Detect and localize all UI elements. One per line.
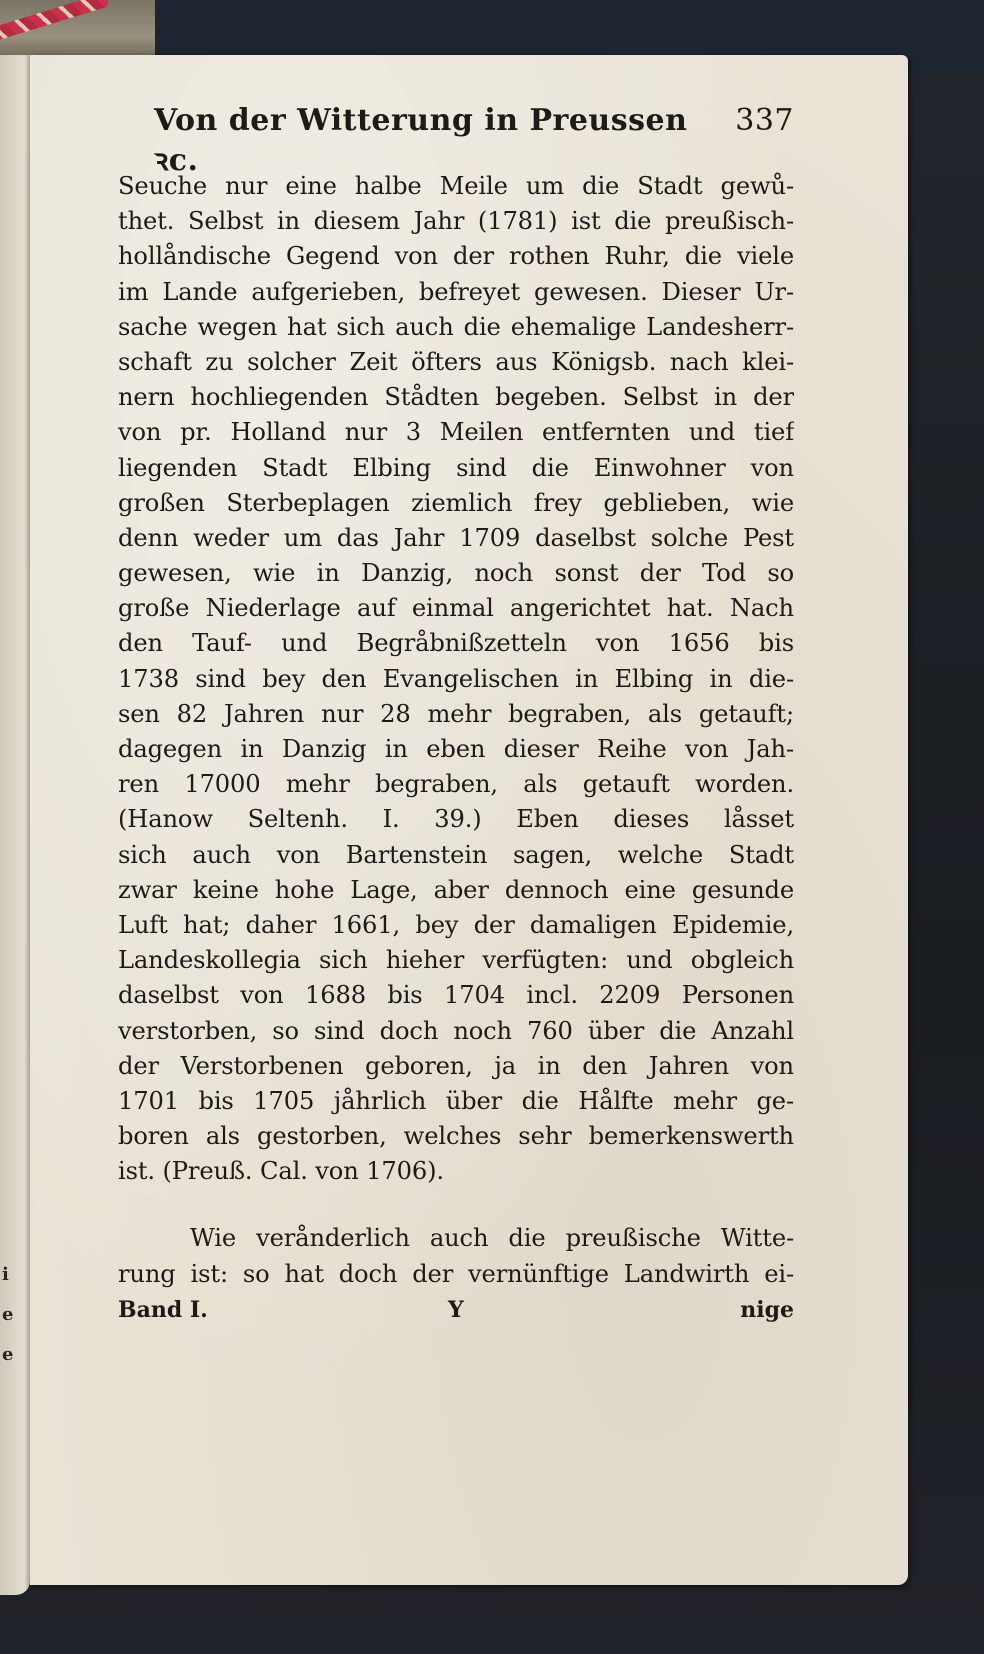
- text-line: rung ist: so hat doch der vernünftige Landwirth ei-: [118, 1259, 794, 1288]
- fragment: e: [2, 1344, 14, 1365]
- text-line: Luft hat; daher 1661, bey der damaligen Epidemie,: [118, 910, 794, 939]
- facing-page-fragments: [2, 1255, 26, 1455]
- text-line: 1738 sind bey den Evangelischen in Elbing in die-: [118, 664, 794, 693]
- text-line: Seuche nur eine halbe Meile um die Stadt gewů-: [118, 172, 794, 200]
- text-line: große Niederlage auf einmal angerichtet hat. Nach: [118, 594, 794, 623]
- fragment: i: [2, 1264, 9, 1285]
- running-head: [118, 103, 794, 178]
- text-line: von pr. Holland nur 3 Meilen entfernten und tief: [118, 418, 794, 447]
- text-block: [118, 103, 794, 1328]
- text-line: ren 17000 mehr begraben, als getauft worden.: [118, 770, 794, 799]
- running-head-title: Von der Witterung in Preussen ꝛc.: [154, 103, 688, 178]
- text-line: der Verstorbenen geboren, ja in den Jahren von: [118, 1051, 794, 1080]
- text-line: ist. (Preuß. Cal. von 1706).: [118, 1157, 444, 1186]
- text-line: im Lande aufgerieben, befreyet gewesen. Dieser Ur-: [118, 277, 794, 306]
- text-line: zwar keine hohe Lage, aber dennoch eine gesunde: [118, 875, 794, 904]
- paragraph-1: [118, 169, 794, 1189]
- page-number: 337: [735, 103, 794, 138]
- text-line: nern hochliegenden Stådten begeben. Selbst in der: [118, 383, 794, 412]
- text-line: sen 82 Jahren nur 28 mehr begraben, als getauft;: [118, 699, 794, 728]
- text-line: gewesen, wie in Danzig, noch sonst der Tod so: [118, 559, 794, 588]
- text-line: denn weder um das Jahr 1709 daselbst solche Pest: [118, 523, 794, 552]
- text-line: Wie verånderlich auch die preußische Witte-: [190, 1224, 794, 1253]
- fragment: e: [2, 1304, 14, 1325]
- text-line: 1701 bis 1705 jåhrlich über die Hålfte mehr ge-: [118, 1086, 794, 1115]
- page-footer: [118, 1292, 794, 1328]
- text-line: hollåndische Gegend von der rothen Ruhr, die viele: [118, 242, 794, 271]
- text-line: liegenden Stadt Elbing sind die Einwohner von: [118, 453, 794, 482]
- text-line: daselbst von 1688 bis 1704 incl. 2209 Personen: [118, 981, 794, 1010]
- sheet-signature-mark: Y: [448, 1296, 464, 1323]
- text-line: schaft zu solcher Zeit öfters aus Königsb. nach klei-: [118, 347, 794, 376]
- facing-page-edge: [0, 55, 30, 1595]
- paragraph-gap: [118, 1189, 794, 1221]
- text-line: verstorben, so sind doch noch 760 über die Anzahl: [118, 1016, 794, 1045]
- text-line: thet. Selbst in diesem Jahr (1781) ist die preußisch-: [118, 207, 794, 236]
- text-line: (Hanow Seltenh. I. 39.) Eben dieses låsset: [118, 805, 794, 834]
- text-line: dagegen in Danzig in eben dieser Reihe von Jah-: [118, 735, 794, 763]
- text-line: großen Sterbeplagen ziemlich frey geblieben, wie: [118, 488, 794, 517]
- text-line: den Tauf- und Begråbnißzetteln von 1656 bis: [118, 629, 794, 658]
- paragraph-2: [118, 1221, 794, 1291]
- text-line: boren als gestorben, welches sehr bemerkenswerth: [118, 1122, 794, 1151]
- book-page: [30, 55, 908, 1585]
- catchword: nige: [740, 1296, 794, 1323]
- text-line: sich auch von Bartenstein sagen, welche Stadt: [118, 840, 794, 869]
- text-line: sache wegen hat sich auch die ehemalige Landesherr-: [118, 312, 794, 341]
- signature-line: Band I.: [118, 1296, 208, 1323]
- text-line: Landeskollegia sich hieher verfügten: und obgleich: [118, 946, 794, 975]
